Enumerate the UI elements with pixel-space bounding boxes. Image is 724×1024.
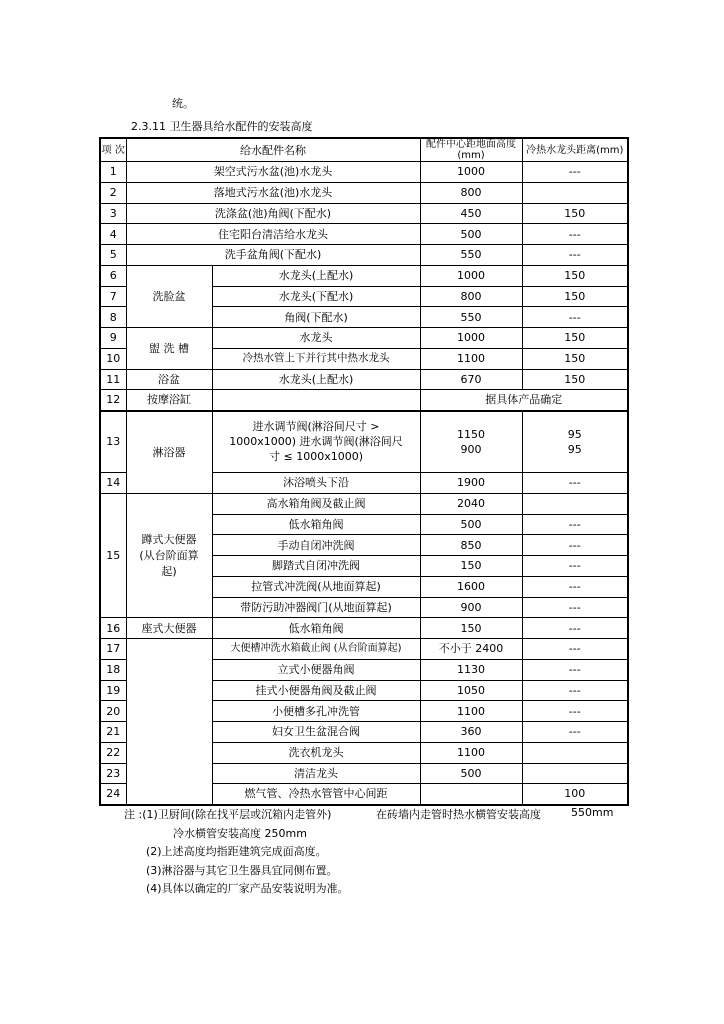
row-no: 15 xyxy=(100,493,126,618)
row-dist: --- xyxy=(522,514,628,535)
row-group: 座式大便器 xyxy=(126,618,212,639)
row-height: 1100 xyxy=(420,742,522,763)
row-no: 12 xyxy=(100,390,126,411)
table-row xyxy=(100,411,628,473)
table-row xyxy=(100,390,628,411)
row-sub: 带防污助冲器阀门(从地面算起) xyxy=(212,597,420,618)
row-height-b: 900 xyxy=(460,442,482,456)
row-height: 1000 xyxy=(420,162,522,183)
note-3: (3)淋浴器与其它卫生器具宜同侧布置。 xyxy=(146,864,338,877)
row-dist: --- xyxy=(522,307,628,328)
row-merged: 据具体产品确定 xyxy=(420,390,628,411)
row-group: 浴盆 xyxy=(126,369,212,390)
row-height: 1050 xyxy=(420,680,522,701)
table-row xyxy=(100,618,628,639)
row-height: 1100 xyxy=(420,348,522,369)
row-dist: 150 xyxy=(522,265,628,286)
table-header-row xyxy=(100,138,628,162)
row-height: 1900 xyxy=(420,473,522,494)
row-dist xyxy=(522,182,628,203)
row-height: 150 xyxy=(420,618,522,639)
row-height: 900 xyxy=(420,597,522,618)
row-dist: --- xyxy=(522,556,628,577)
row-dist: --- xyxy=(522,245,628,266)
table-row xyxy=(100,224,628,245)
row-no: 9 xyxy=(100,328,126,349)
row-dist: 100 xyxy=(522,784,628,805)
header-name: 给水配件名称 xyxy=(126,138,420,162)
row-sub: 小便槽多孔冲洗管 xyxy=(212,701,420,722)
row-group: 按摩浴缸 xyxy=(126,390,212,411)
row-height: 800 xyxy=(420,286,522,307)
row-sub: 水龙头(下配水) xyxy=(212,286,420,307)
row-dist xyxy=(522,763,628,784)
row-group: 淋浴器 xyxy=(126,411,212,494)
section-title: 2.3.11 卫生器具给水配件的安装高度 xyxy=(131,120,313,133)
row-dist xyxy=(522,411,628,473)
row-no: 20 xyxy=(100,701,126,722)
row-height: 450 xyxy=(420,203,522,224)
row-sub: 水龙头 xyxy=(212,328,420,349)
row-sub: 拉管式冲洗阀(从地面算起) xyxy=(212,576,420,597)
row-height xyxy=(420,784,522,805)
note-1d: 冷水横管安装高度 250mm xyxy=(173,827,307,840)
row-dist: --- xyxy=(522,535,628,556)
row-no: 24 xyxy=(100,784,126,805)
row-sub: 角阀(下配水) xyxy=(212,307,420,328)
row-name: 洗涤盆(池)角阀(下配水) xyxy=(126,203,420,224)
fixture-height-table xyxy=(99,137,629,806)
row-dist: --- xyxy=(522,618,628,639)
row-sub: 进水调节阀(淋浴间尺寸 > 1000x1000) 进水调节阀(淋浴间尺寸 ≤ 1000x1000) xyxy=(212,411,420,473)
row-dist: --- xyxy=(522,639,628,660)
row-no: 2 xyxy=(100,182,126,203)
table-row xyxy=(100,493,628,514)
row-no: 5 xyxy=(100,245,126,266)
note-1c: 550mm xyxy=(571,806,614,819)
row-sub: 水龙头(上配水) xyxy=(212,265,420,286)
row-height: 850 xyxy=(420,535,522,556)
row-sub: 立式小便器角阀 xyxy=(212,659,420,680)
row-name: 落地式污水盆(池)水龙头 xyxy=(126,182,420,203)
row-height: 1130 xyxy=(420,659,522,680)
row-dist xyxy=(522,493,628,514)
row-dist: --- xyxy=(522,224,628,245)
row-dist: --- xyxy=(522,722,628,743)
row-sub: 妇女卫生盆混合阀 xyxy=(212,722,420,743)
row-sub: 冷热水管上下并行其中热水龙头 xyxy=(212,348,420,369)
row-sub: 挂式小便器角阀及截止阀 xyxy=(212,680,420,701)
note-4: (4)具体以确定的厂家产品安装说明为准。 xyxy=(146,882,349,895)
row-dist-a: 95 xyxy=(567,427,582,441)
header-dist: 冷热水龙头距离(mm) xyxy=(522,138,628,162)
row-sub: 高水箱角阀及截止阀 xyxy=(212,493,420,514)
row-no: 22 xyxy=(100,742,126,763)
row-height: 1000 xyxy=(420,265,522,286)
row-dist: 150 xyxy=(522,369,628,390)
note-1a: 注 :(1)卫厨间(除在找平层或沉箱内走管外) xyxy=(124,808,332,821)
row-height: 500 xyxy=(420,514,522,535)
row-height: 550 xyxy=(420,307,522,328)
row-name: 架空式污水盆(池)水龙头 xyxy=(126,162,420,183)
row-height: 800 xyxy=(420,182,522,203)
table-row xyxy=(100,182,628,203)
row-dist-b: 95 xyxy=(567,442,582,456)
row-group-empty xyxy=(126,639,212,805)
table-row xyxy=(100,265,628,286)
row-height: 550 xyxy=(420,245,522,266)
row-group: 蹲式大便器 (从台阶面算起) xyxy=(126,493,212,618)
row-no: 7 xyxy=(100,286,126,307)
row-height: 1000 xyxy=(420,328,522,349)
row-no: 23 xyxy=(100,763,126,784)
row-height: 670 xyxy=(420,369,522,390)
row-name: 住宅阳台清洁给水龙头 xyxy=(126,224,420,245)
row-no: 19 xyxy=(100,680,126,701)
row-sub: 手动自闭冲洗阀 xyxy=(212,535,420,556)
row-no: 11 xyxy=(100,369,126,390)
row-sub: 脚踏式自闭冲洗阀 xyxy=(212,556,420,577)
row-no: 16 xyxy=(100,618,126,639)
table-row xyxy=(100,369,628,390)
row-height-a: 1150 xyxy=(457,427,485,441)
row-dist: --- xyxy=(522,680,628,701)
table-row xyxy=(100,245,628,266)
table-row xyxy=(100,639,628,660)
row-height: 不小于 2400 xyxy=(420,639,522,660)
row-dist: 150 xyxy=(522,203,628,224)
header-height: 配件中心距地面高度(mm) xyxy=(420,138,522,162)
row-sub: 大便槽冲洗水箱截止阀 (从台阶面算起) xyxy=(212,639,420,660)
row-dist: --- xyxy=(522,473,628,494)
row-dist: --- xyxy=(522,597,628,618)
row-height: 2040 xyxy=(420,493,522,514)
row-height: 1600 xyxy=(420,576,522,597)
row-no: 8 xyxy=(100,307,126,328)
intro-text: 统。 xyxy=(172,97,194,110)
row-height xyxy=(420,411,522,473)
row-no: 14 xyxy=(100,473,126,494)
row-no: 18 xyxy=(100,659,126,680)
row-sub: 低水箱角阀 xyxy=(212,618,420,639)
row-sub: 低水箱角阀 xyxy=(212,514,420,535)
row-height: 360 xyxy=(420,722,522,743)
table-row xyxy=(100,162,628,183)
row-height: 1100 xyxy=(420,701,522,722)
row-sub: 水龙头(上配水) xyxy=(212,369,420,390)
row-dist: --- xyxy=(522,576,628,597)
row-dist: --- xyxy=(522,701,628,722)
header-no: 项 次 xyxy=(100,138,126,162)
row-dist: 150 xyxy=(522,348,628,369)
row-height: 500 xyxy=(420,224,522,245)
row-height: 150 xyxy=(420,556,522,577)
row-name: 洗手盆角阀(下配水) xyxy=(126,245,420,266)
row-no: 1 xyxy=(100,162,126,183)
row-dist xyxy=(522,742,628,763)
row-dist: --- xyxy=(522,659,628,680)
row-group: 盥 洗 槽 xyxy=(126,328,212,370)
row-no: 17 xyxy=(100,639,126,660)
note-2: (2)上述高度均指距建筑完成面高度。 xyxy=(146,845,327,858)
row-dist: 150 xyxy=(522,328,628,349)
row-sub: 清洁龙头 xyxy=(212,763,420,784)
row-sub: 燃气管、冷热水管管中心间距 xyxy=(212,784,420,805)
row-sub xyxy=(212,390,420,411)
table-row xyxy=(100,328,628,349)
row-height: 500 xyxy=(420,763,522,784)
row-no: 21 xyxy=(100,722,126,743)
row-dist: --- xyxy=(522,162,628,183)
row-no: 13 xyxy=(100,411,126,473)
row-dist: 150 xyxy=(522,286,628,307)
row-no: 3 xyxy=(100,203,126,224)
note-1b: 在砖墙内走管时热水横管安装高度 xyxy=(376,808,541,821)
table-row xyxy=(100,203,628,224)
row-sub: 洗衣机龙头 xyxy=(212,742,420,763)
row-sub: 沐浴喷头下沿 xyxy=(212,473,420,494)
row-no: 4 xyxy=(100,224,126,245)
row-no: 6 xyxy=(100,265,126,286)
row-no: 10 xyxy=(100,348,126,369)
row-group: 洗脸盆 xyxy=(126,265,212,327)
